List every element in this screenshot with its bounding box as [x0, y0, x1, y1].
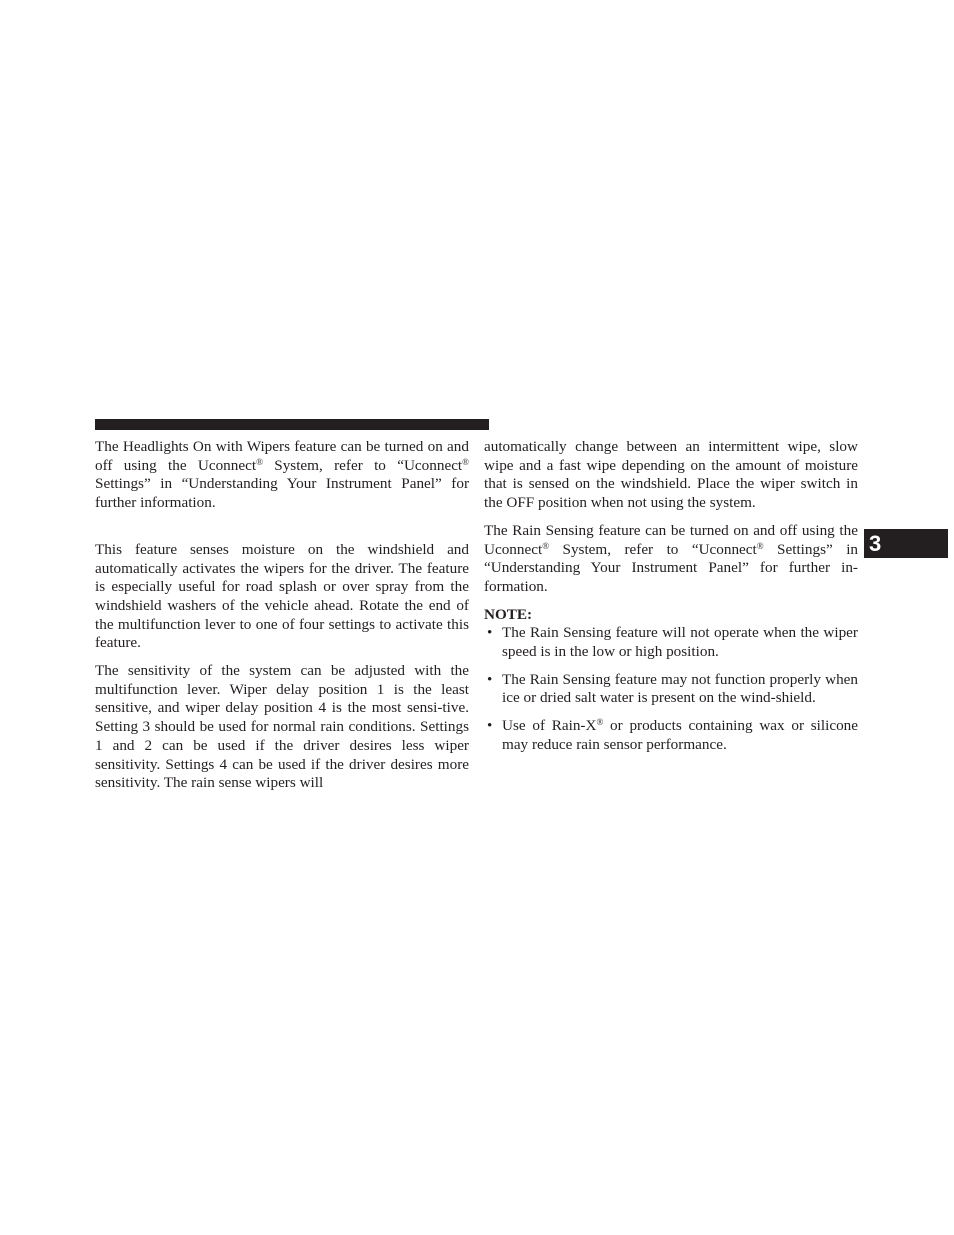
- registered-mark: ®: [542, 540, 550, 551]
- list-item: [484, 717, 858, 754]
- wipe-modes-paragraph: automatically change between an intermittent wipe, slow wipe and a fast wipe depending on the amount of moisture that is sensed on the windshield. Place the wiper switch in the OFF position when not using the system.: [484, 438, 858, 512]
- list-item: [484, 671, 858, 708]
- rain-sensing-settings-paragraph: [484, 522, 858, 597]
- text-run: The Rain Sensing feature can be turned on and off using the Uconnect: [484, 521, 858, 558]
- registered-mark: ®: [256, 456, 263, 467]
- text-run: Settings” in “Understanding Your Instrument Panel” for further in-formation.: [484, 540, 859, 595]
- registered-mark: ®: [756, 540, 764, 551]
- text-run: The Headlights On with Wipers feature can be turned on and off using the Uconnect: [95, 438, 469, 474]
- bullet-icon: •: [487, 670, 493, 688]
- bullet-text: The Rain Sensing feature may not function properly when ice or dried salt water is present on the wind-shield.: [502, 670, 858, 707]
- bullet-icon: •: [487, 717, 493, 735]
- headlights-on-with-wipers-paragraph: [95, 438, 469, 513]
- bullet-icon: •: [487, 624, 493, 642]
- note-label: NOTE:: [484, 605, 533, 623]
- bullet-text: The Rain Sensing feature will not operate when the wiper speed is in the low or high position.: [502, 624, 858, 661]
- chapter-tab: 3: [864, 529, 948, 558]
- text-run: Settings” in “Understanding Your Instrument Panel” for further information.: [95, 475, 469, 512]
- bullet-text: or products containing wax or silicone may reduce rain sensor performance.: [502, 717, 858, 753]
- note-bullet-list: [484, 624, 858, 754]
- registered-mark: ®: [596, 717, 604, 728]
- right-column: [484, 438, 858, 755]
- text-run: System, refer to “Uconnect: [549, 540, 757, 558]
- list-item: [484, 624, 858, 661]
- rain-sensing-intro-paragraph: This feature senses moisture on the windshield and automatically activates the wipers for the driver. The feature is especially useful for road splash or over spray from the windshield washers of the vehicle ahead. Rotate the end of the multifunction lever to one of four settings to activate this feature.: [95, 540, 469, 652]
- registered-mark: ®: [462, 456, 469, 467]
- text-run: System, refer to “Uconnect: [262, 456, 463, 474]
- left-column: [95, 438, 469, 793]
- section-header-rule: [95, 419, 489, 430]
- bullet-text: Use of Rain-X: [502, 717, 597, 735]
- sensitivity-paragraph: The sensitivity of the system can be adjusted with the multifunction lever. Wiper delay position 1 is the least sensitive, and wiper delay position 4 is the most sensi-tive. Setting 3 should be used for normal rain conditions. Settings 1 and 2 can be used if the driver desires less wiper sensitivity. Settings 4 can be used if the driver desires more sensitivity. The rain sense wipers will: [95, 662, 469, 792]
